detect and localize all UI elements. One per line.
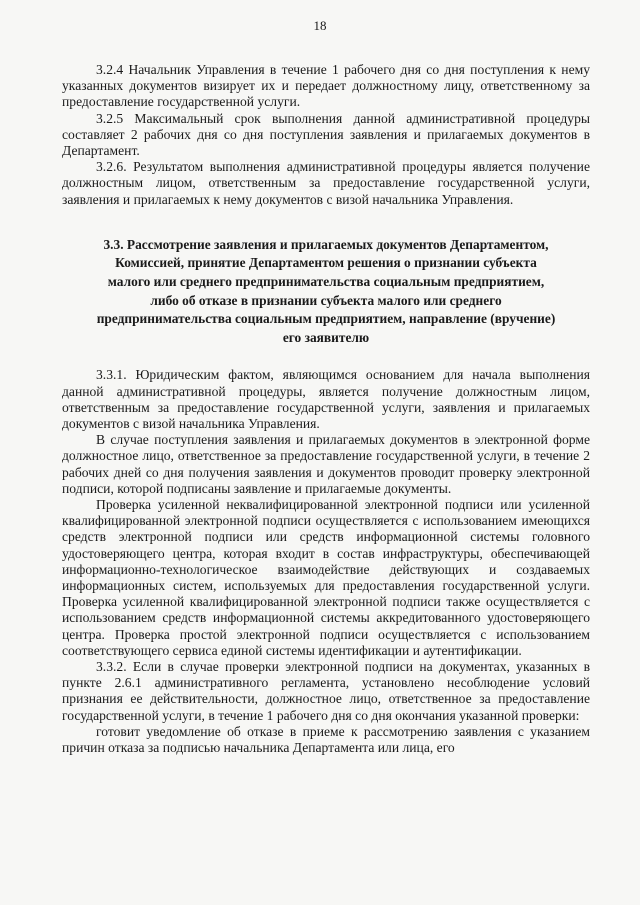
paragraph-signature-check: Проверка усиленной неквалифицированной электронной подписи или усиленной квалифицированной электронной подписи осуществляется с использованием имеющихся средств электронной подписи или средств информационной системы головного удостоверяющего центра, которая входит в состав инфраструктуры, обеспечивающей информационно-технологическое взаимодействие действующих и создаваемых информационных систем, используемых для предоставления государственной услуги. Проверка усиленной квалифицированной электронной подписи также осуществляется с использованием средств информационной системы аккредитованного удостоверяющего центра. Проверка простой электронной подписи осуществляется с использованием соответствующего сервиса единой системы идентификации и аутентификации. (62, 497, 590, 658)
paragraph-3-3-1: 3.3.1. Юридическим фактом, являющимся основанием для начала выполнения данной административной процедуры, является получение должностным лицом, ответственным за предоставление государственной услуги, заявления и прилагаемых документов с визой начальника Управления. (62, 367, 590, 431)
paragraph-3-2-6: 3.2.6. Результатом выполнения административной процедуры является получение должностным лицом, ответственным за предоставление государственной услуги, заявления и прилагаемых к нему документов с визой начальника Управления. (62, 159, 590, 207)
paragraph-3-3-2: 3.3.2. Если в случае проверки электронной подписи на документах, указанных в пункте 2.6.1 административного регламента, установлено несоблюдение условий признания ее действительности, должностное лицо, ответственное за предоставление государственной услуги, в течение 1 рабочего дня со дня окончания указанной проверки: (62, 659, 590, 723)
section-heading-3-3: 3.3. Рассмотрение заявления и прилагаемых документов Департаментом, Комиссией, принятие Департаментом решения о признании субъекта малого или среднего предпринимательства социальным предприятием, либо об отказе в признании субъекта малого или среднего предпринимательства социальным предприятием, направление (вручение) его заявителю (96, 236, 556, 345)
document-body (62, 62, 590, 756)
paragraph-3-2-4: 3.2.4 Начальник Управления в течение 1 рабочего дня со дня поступления к нему указанных документов визирует их и передает должностному лицу, ответственному за предоставление государственной услуги. (62, 62, 590, 110)
paragraph-3-2-5: 3.2.5 Максимальный срок выполнения данной административной процедуры составляет 2 рабочих дня со дня поступления заявления и прилагаемых документов в Департамент. (62, 110, 590, 159)
page-number: 18 (313, 18, 327, 33)
paragraph-prepares-notice: готовит уведомление об отказе в приеме к рассмотрению заявления с указанием причин отказа за подписью начальника Департамента или лица, его (62, 723, 590, 756)
paragraph-electronic-form: В случае поступления заявления и прилагаемых документов в электронной форме должностное лицо, ответственное за предоставление государственной услуги, в течение 2 рабочих дней со дня получения заявления и документов проводит проверку электронной подписи, которой подписаны заявление и прилагаемые документы. (62, 432, 590, 496)
